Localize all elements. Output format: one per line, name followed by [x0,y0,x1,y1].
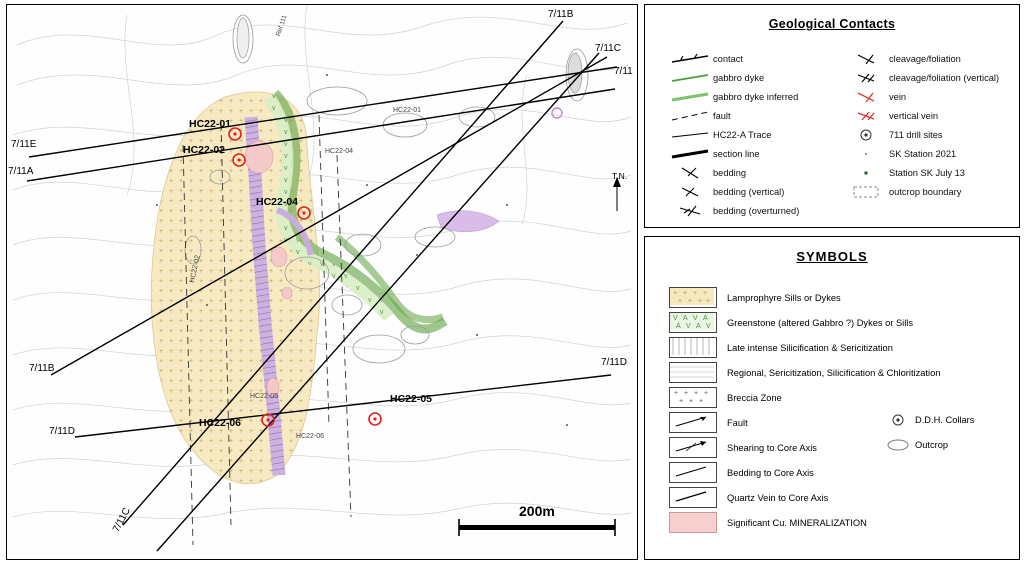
section-label-7-11a: 7/11A [8,166,34,177]
symbol-row-bedding-core [669,460,940,485]
drill-label-hc22-04: HC22-04 [256,196,299,208]
trace-label-hc22-06: HC22-06 [296,433,325,440]
regional-sericitization-swatch-icon [669,362,717,383]
symbol-label-ddh-collars: D.D.H. Collars [915,414,975,425]
svg-text:+: + [673,290,678,297]
legend-label-drill-sites: 711 drill sites [889,129,943,140]
legend-label-section-line: section line [713,148,760,159]
station-sk-july-13-symbol-icon [843,166,889,180]
trace-label-hc22-01: HC22-01 [393,107,422,114]
svg-text:+: + [694,390,699,397]
lamprophyre-swatch-icon [669,287,717,308]
symbol-row-regional-sericitization [669,360,940,385]
trace-label-hc22-05: HC22-05 [250,393,279,400]
section-label-7-11d-right: 7/11D [601,357,627,368]
legend-item-cleavage-vertical [843,68,1019,87]
legend-label-gabbro-dyke-inferred: gabbro dyke inferred [713,91,799,102]
legend-symbols-panel [644,236,1020,560]
north-arrow [613,177,621,211]
svg-text:+: + [706,298,711,305]
legend-geological-contacts [644,4,1020,228]
svg-text:+: + [693,290,698,297]
legend-label-bedding-overturned: bedding (overturned) [713,205,800,216]
symbol-row-late-silicification [669,335,940,360]
symbol-label-regional-sericitization: Regional, Sericitization, Silicification & Chloritization [727,367,941,378]
section-label-7-11b-left: 7/11B [29,363,55,374]
trace-line-icon [667,129,713,141]
symbol-row-greenstone [669,310,940,335]
scale-bar [459,519,615,536]
outcrop-symbol-icon [881,438,915,452]
svg-text:+: + [704,390,709,397]
svg-text:+: + [699,398,704,405]
bedding-symbol-icon [667,166,713,180]
section-label-7-11e: 7/11E [11,139,37,150]
svg-text:A: A [703,315,708,322]
symbol-label-bedding-core: Bedding to Core Axis [727,467,814,478]
legend-label-outcrop-boundary: outcrop boundary [889,186,962,197]
symbol-label-quartz-vein: Quartz Vein to Core Axis [727,492,829,503]
late-silicification-swatch-icon [669,337,717,358]
legend-item-drill-sites [843,125,1019,144]
vertical-vein-symbol-icon [843,109,889,123]
legend-item-gabbro-dyke [667,68,857,87]
scale-bar-label: 200m [519,503,555,519]
svg-text:+: + [674,390,679,397]
svg-text:+: + [703,290,708,297]
svg-text:A: A [696,323,701,330]
svg-text:+: + [679,398,684,405]
legend-label-sk-station-2021: SK Station 2021 [889,148,957,159]
legend-item-vertical-vein [843,106,1019,125]
cleavage-symbol-icon [843,52,889,66]
symbol-label-shearing: Shearing to Core Axis [727,442,817,453]
symbol-label-mineralization: Significant Cu. MINERALIZATION [727,517,867,528]
svg-text:+: + [678,298,683,305]
bedding-overturned-symbol-icon [667,204,713,218]
legend-item-sk-station-2021 [843,144,1019,163]
legend-label-vertical-vein: vertical vein [889,110,939,121]
svg-text:V: V [686,323,691,330]
legend-symbols-right-list [881,407,974,457]
svg-text:+: + [698,298,703,305]
vein-symbol-icon [843,90,889,104]
legend-label-fault: fault [713,110,731,121]
legend-label-gabbro-dyke: gabbro dyke [713,72,765,83]
drill-label-hc22-06: HC22-06 [199,417,242,429]
legend-item-outcrop-boundary [843,182,1019,201]
legend-label-cleavage-vertical: cleavage/foliation (vertical) [889,72,1000,83]
symbol-label-breccia: Breccia Zone [727,392,782,403]
drill-site-symbol-icon [843,128,889,142]
svg-text:+: + [684,390,689,397]
symbol-row-quartz-vein [669,485,940,510]
true-north-label: T.N. [612,171,628,181]
legend-item-trace [667,125,857,144]
breccia-swatch-icon [669,387,717,408]
svg-text:V: V [693,315,698,322]
svg-text:+: + [689,398,694,405]
outcrop-boundary-symbol-icon [843,185,889,199]
legend-label-cleavage: cleavage/foliation [889,53,961,64]
legend-contacts-left-column [667,49,857,220]
cleavage-vertical-symbol-icon [843,71,889,85]
legend-item-bedding-overturned [667,201,857,220]
legend-contacts-title: Geological Contacts [768,17,896,31]
legend-item-gabbro-dyke-inferred [667,87,857,106]
legend-contacts-right-column [843,49,1019,201]
contact-line-icon [667,53,713,65]
symbol-label-outcrop: Outcrop [915,439,949,450]
legend-item-fault [667,106,857,125]
legend-item-station-sk-july-13 [843,163,1019,182]
ref-label: Ref 111 [275,14,289,38]
svg-text:V: V [706,323,711,330]
map-graphic [7,5,635,557]
symbol-row-mineralization [669,510,940,535]
legend-label-bedding-vertical: bedding (vertical) [713,186,785,197]
section-label-7-11c-top: 7/11C [595,43,621,54]
legend-item-bedding-vertical [667,182,857,201]
ddh-collar-symbol-icon [881,413,915,427]
mineralization-swatch-icon [669,512,717,533]
svg-text:V: V [673,315,678,322]
symbol-label-fault: Fault [727,417,748,428]
gabbro-dyke-line-icon [667,72,713,84]
fault-line-icon [667,110,713,122]
section-label-7-11d-left: 7/11D [49,426,75,437]
section-label-7-11c-bottom: 7/11C [111,506,133,535]
legend-label-bedding: bedding [713,167,747,178]
svg-text:+: + [683,290,688,297]
legend-label-contact: contact [713,53,743,64]
legend-item-contact [667,49,857,68]
shearing-swatch-icon [669,437,717,458]
symbol-row-outcrop [881,432,974,457]
symbol-row-ddh-collars [881,407,974,432]
greenstone-swatch-icon [669,312,717,333]
sk-station-2021-symbol-icon [843,147,889,161]
legend-item-vein [843,87,1019,106]
legend-item-bedding [667,163,857,182]
legend-item-cleavage [843,49,1019,68]
legend-label-vein: vein [889,91,907,102]
fault-swatch-icon [669,412,717,433]
symbol-row-lamprophyre [669,285,940,310]
symbol-label-lamprophyre: Lamprophyre Sills or Dykes [727,292,841,303]
bedding-vertical-symbol-icon [667,185,713,199]
legend-item-section-line [667,144,857,163]
symbol-label-greenstone: Greenstone (altered Gabbro ?) Dykes or Sills [727,317,914,328]
drill-label-hc22-01: HC22-01 [189,118,232,130]
section-line-711E [29,67,617,157]
gabbro-dyke-inferred-line-icon [667,91,713,103]
section-line-icon [667,148,713,160]
section-label-7-11: 7/11 [614,66,633,77]
map-panel[interactable] [6,4,638,560]
trace-label-hc22-04: HC22-04 [325,148,354,155]
svg-text:A: A [683,315,688,322]
bedding-core-swatch-icon [669,462,717,483]
quartz-vein-swatch-icon [669,487,717,508]
svg-text:A: A [676,323,681,330]
legend-label-station-sk-july-13: Station SK July 13 [889,167,965,178]
drill-label-hc22-02: HC22-02 [183,144,226,156]
drill-label-hc22-05: HC22-05 [390,393,433,405]
trace-label-hc22-02: HC22-02 [189,254,202,284]
section-label-7-11b-top: 7/11B [548,9,574,20]
symbol-label-late-silicification: Late intense Silicification & Sericitization [727,342,893,353]
svg-text:+: + [688,298,693,305]
legend-label-trace: HC22-A Trace [713,129,772,140]
legend-symbols-title: SYMBOLS [796,249,868,264]
